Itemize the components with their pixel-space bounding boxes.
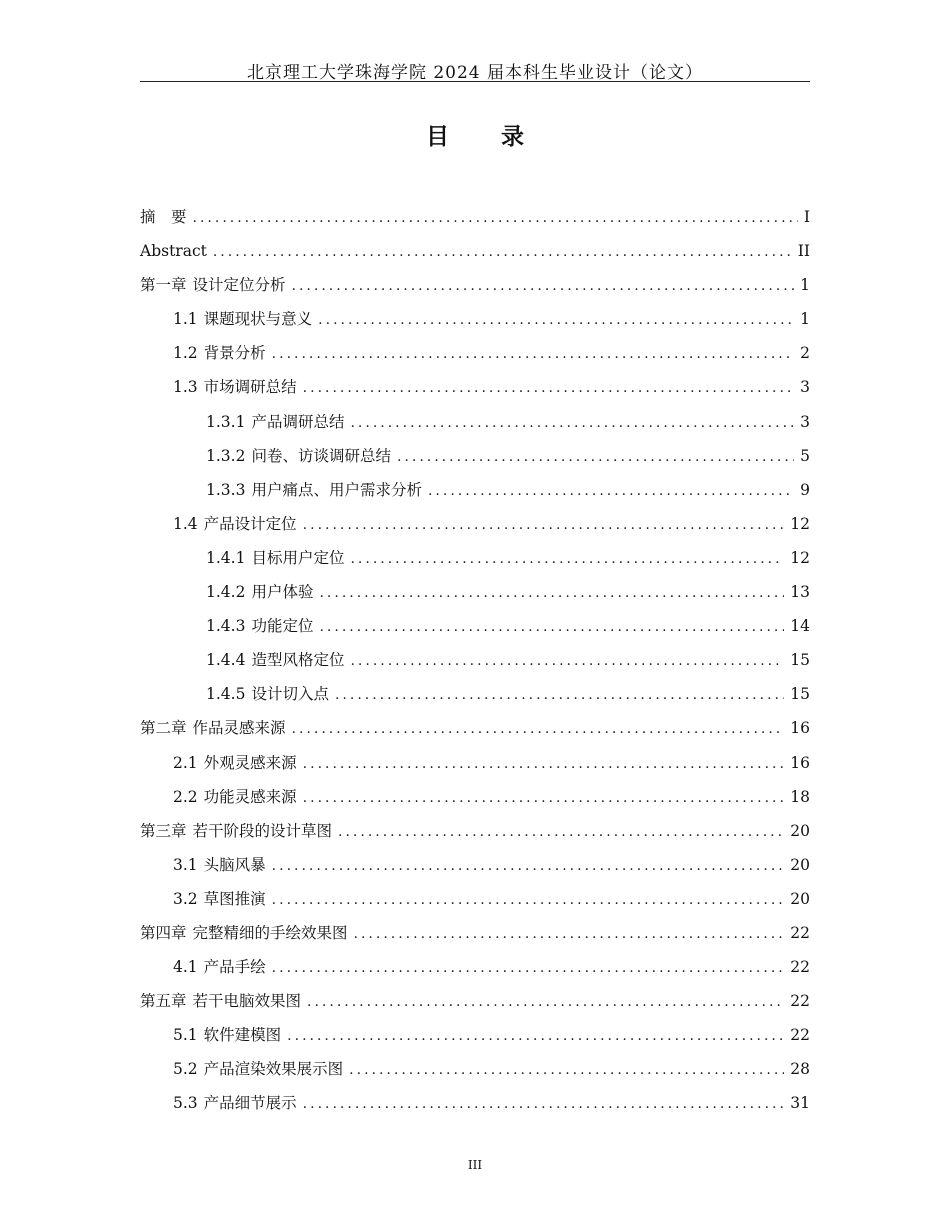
toc-entry-page: 20	[790, 889, 810, 908]
dot-leader	[428, 474, 794, 508]
header-divider	[140, 81, 810, 82]
toc-entry-page: 31	[790, 1094, 810, 1113]
toc-entry[interactable]	[140, 541, 810, 575]
toc-entry-number: 4.1	[173, 958, 198, 977]
toc-entry-number: 1.3.1	[206, 412, 246, 431]
toc-entry-page: 22	[790, 923, 810, 942]
toc-entry[interactable]	[140, 473, 810, 507]
dot-leader	[319, 610, 784, 644]
toc-entry-label: 产品手绘	[203, 958, 266, 977]
dot-leader	[350, 406, 794, 440]
toc-entry-page: 22	[790, 992, 810, 1011]
dot-leader	[307, 985, 784, 1019]
toc-entry-number: 第四章	[140, 923, 187, 942]
toc-entry[interactable]	[140, 643, 810, 677]
dot-leader	[318, 303, 794, 337]
toc-entry-page: 13	[790, 583, 810, 602]
toc-entry-number: 1.3	[173, 378, 198, 397]
toc-entry-number: 1.3.3	[206, 480, 246, 499]
toc-entry-label: 用户体验	[251, 583, 314, 602]
dot-leader	[292, 269, 795, 303]
dot-leader	[193, 201, 798, 235]
toc-entry-label: 问卷、访谈调研总结	[251, 446, 391, 465]
dot-leader	[338, 815, 784, 849]
toc-entry-label: 摘 要	[140, 208, 187, 226]
toc-entry-page: 22	[790, 1026, 810, 1045]
toc-entry-label: 功能定位	[251, 617, 314, 636]
toc-entry-page: 2	[800, 344, 810, 363]
toc-entry-number: 1.2	[173, 344, 198, 363]
dot-leader	[287, 1019, 784, 1053]
dot-leader	[303, 1087, 785, 1121]
toc-entry[interactable]	[140, 575, 810, 609]
toc-entry-label: 头脑风暴	[203, 855, 266, 874]
toc-entry-label: 产品调研总结	[251, 412, 345, 431]
toc-entry-label: 市场调研总结	[203, 378, 297, 397]
toc-entry-label: 完整精细的手绘效果图	[192, 923, 348, 942]
toc-entry[interactable]	[140, 302, 810, 336]
toc-entry[interactable]	[140, 1052, 810, 1086]
toc-entry-label: 草图推演	[203, 889, 266, 908]
toc-entry-label: 产品渲染效果展示图	[203, 1060, 344, 1079]
toc-entry-number: 5.3	[173, 1094, 198, 1113]
toc-entry[interactable]	[140, 746, 810, 780]
toc-entry-page: 3	[800, 412, 810, 431]
toc-entry-page: II	[797, 242, 810, 261]
toc-entry[interactable]	[140, 336, 810, 370]
toc-entry[interactable]	[140, 507, 810, 541]
toc-entry-number: 2.2	[173, 787, 198, 806]
toc-entry-label: 目标用户定位	[251, 548, 345, 567]
toc-entry-page: 12	[790, 514, 810, 533]
toc-entry-number: 1.4.3	[206, 617, 246, 636]
toc-entry[interactable]	[140, 370, 810, 404]
toc-entry[interactable]	[140, 711, 810, 745]
toc-entry-number: 5.1	[173, 1026, 198, 1045]
toc-entry[interactable]	[140, 268, 810, 302]
toc-entry[interactable]	[140, 848, 810, 882]
toc-entry[interactable]	[140, 405, 810, 439]
toc-entry-label: 设计切入点	[251, 685, 329, 704]
toc-entry-number: 3.1	[173, 855, 198, 874]
toc-entry-page: 28	[790, 1060, 810, 1079]
toc-entry-label: 产品细节展示	[203, 1094, 297, 1113]
dot-leader	[350, 542, 784, 576]
toc-entry-number: 5.2	[173, 1060, 198, 1079]
toc-entry[interactable]	[140, 1018, 810, 1052]
dot-leader	[213, 235, 792, 269]
toc-entry-page: 5	[800, 446, 810, 465]
toc-entry-page: 18	[790, 787, 810, 806]
dot-leader	[272, 951, 785, 985]
toc-entry-label: 若干阶段的设计草图	[192, 821, 333, 840]
dot-leader	[292, 712, 785, 746]
dot-leader	[272, 883, 785, 917]
toc-entry-page: 14	[790, 617, 810, 636]
toc-entry-label: 功能灵感来源	[203, 787, 297, 806]
toc-entry-label: 课题现状与意义	[203, 310, 313, 329]
page-number: III	[467, 1158, 483, 1172]
toc-entry-number: 3.2	[173, 889, 198, 908]
table-of-contents	[140, 200, 810, 1121]
toc-entry-number: 2.1	[173, 753, 198, 772]
page-title: 目 录	[425, 123, 546, 150]
toc-entry-number: 1.4	[173, 514, 198, 533]
toc-entry-label: 造型风格定位	[251, 651, 345, 670]
dot-leader	[303, 371, 794, 405]
toc-entry-label: Abstract	[140, 242, 207, 261]
toc-entry-page: 20	[790, 855, 810, 874]
dot-leader	[397, 440, 794, 474]
dot-leader	[272, 337, 794, 371]
toc-entry-number: 1.4.4	[206, 651, 246, 670]
toc-entry-page: 15	[790, 651, 810, 670]
toc-entry[interactable]	[140, 677, 810, 711]
toc-entry-page: 20	[790, 821, 810, 840]
toc-entry[interactable]	[140, 609, 810, 643]
toc-entry-label: 产品设计定位	[203, 514, 297, 533]
toc-entry-label: 作品灵感来源	[192, 719, 286, 738]
dot-leader	[335, 678, 784, 712]
toc-entry[interactable]	[140, 234, 810, 268]
toc-entry-number: 1.4.5	[206, 685, 246, 704]
toc-entry[interactable]	[140, 439, 810, 473]
dot-leader	[303, 747, 785, 781]
dot-leader	[272, 849, 785, 883]
toc-entry-page: 22	[790, 958, 810, 977]
toc-entry-number: 第三章	[140, 821, 187, 840]
toc-entry-page: I	[803, 208, 810, 226]
toc-entry-label: 背景分析	[203, 344, 266, 363]
toc-entry-label: 若干电脑效果图	[192, 992, 302, 1011]
toc-entry[interactable]	[140, 882, 810, 916]
toc-entry-label: 设计定位分析	[192, 276, 286, 295]
toc-entry-page: 16	[790, 719, 810, 738]
dot-leader	[303, 508, 785, 542]
dot-leader	[303, 781, 785, 815]
toc-entry-page: 1	[800, 276, 810, 295]
toc-entry-number: 1.3.2	[206, 446, 246, 465]
toc-entry-label: 软件建模图	[203, 1026, 282, 1045]
toc-entry[interactable]	[140, 916, 810, 950]
toc-entry-page: 15	[790, 685, 810, 704]
toc-entry-page: 12	[790, 548, 810, 567]
toc-entry-number: 第一章	[140, 276, 187, 295]
dot-leader	[349, 1053, 784, 1087]
toc-entry-page: 1	[800, 310, 810, 329]
running-header: 北京理工大学珠海学院 2024 届本科生毕业设计（论文）	[246, 63, 704, 83]
toc-entry[interactable]	[140, 984, 810, 1018]
toc-entry[interactable]	[140, 950, 810, 984]
toc-entry[interactable]	[140, 1086, 810, 1120]
toc-entry-page: 3	[800, 378, 810, 397]
dot-leader	[350, 644, 784, 678]
toc-entry-number: 1.1	[173, 310, 198, 329]
dot-leader	[354, 917, 785, 951]
toc-entry-label: 用户痛点、用户需求分析	[251, 480, 422, 499]
toc-entry[interactable]	[140, 200, 810, 234]
toc-entry[interactable]	[140, 780, 810, 814]
toc-entry[interactable]	[140, 814, 810, 848]
toc-entry-number: 第五章	[140, 992, 187, 1011]
toc-entry-page: 9	[800, 480, 810, 499]
dot-leader	[319, 576, 784, 610]
toc-entry-number: 1.4.1	[206, 548, 246, 567]
toc-entry-label: 外观灵感来源	[203, 753, 297, 772]
toc-entry-page: 16	[790, 753, 810, 772]
toc-entry-number: 1.4.2	[206, 583, 246, 602]
toc-entry-number: 第二章	[140, 719, 187, 738]
